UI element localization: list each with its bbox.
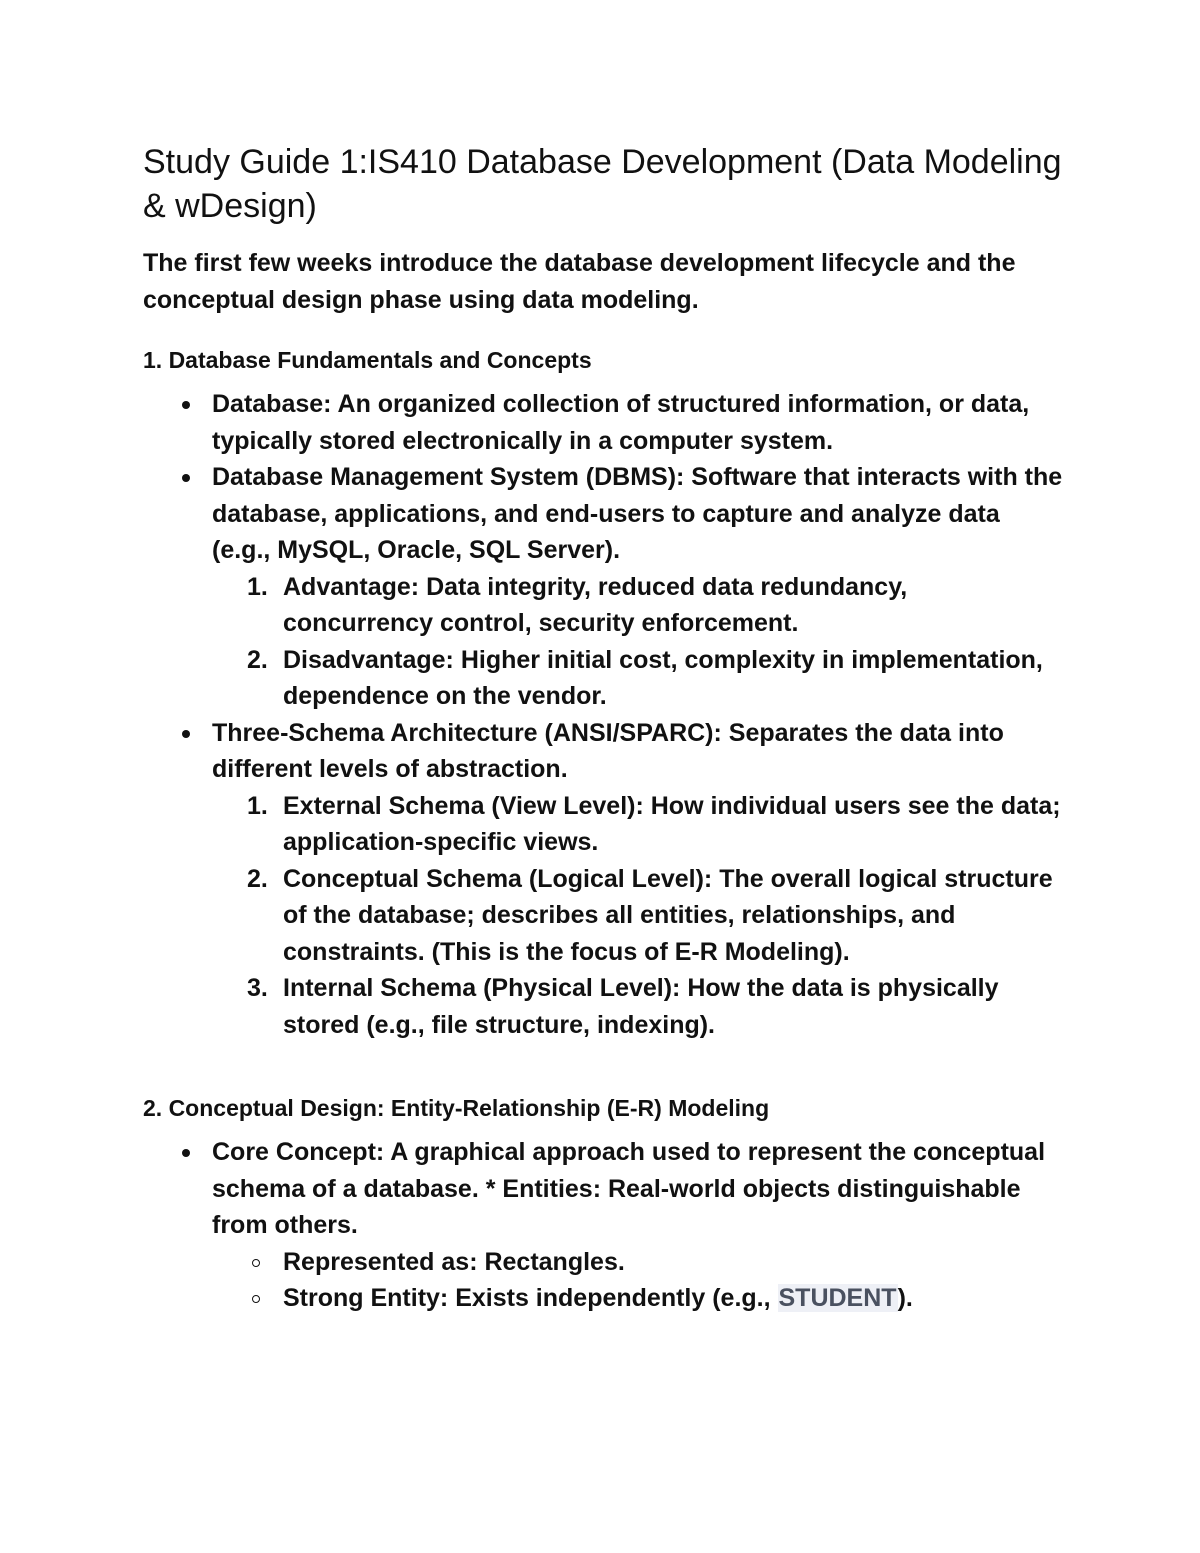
sublist-item-text: Disadvantage: Higher initial cost, complexity in implementation, dependence on the vendor. [283,645,1043,710]
document-title: Study Guide 1:IS410 Database Development (Data Modeling & wDesign) [143,143,1062,225]
sublist-item-internal-schema [143,970,1063,1043]
sublist-item-text: Internal Schema (Physical Level): How the data is physically stored (e.g., file structure, indexing). [283,974,999,1039]
list-item-database [143,386,1063,459]
sublist-item-text-after: ). [897,1284,913,1312]
sublist-item-external-schema [143,788,1063,861]
list-item-dbms [143,459,1063,715]
list-item-text: Database Management System (DBMS): Software that interacts with the database, applications, and end-users to capture and analyze data (e.g., MySQL, Oracle, SQL Server). [212,463,1063,564]
bullet-icon [182,730,190,738]
list-item-text: Three-Schema Architecture (ANSI/SPARC): Separates the data into different levels of abstraction. [212,718,1004,783]
sublist-item-text-before: Strong Entity: Exists independently (e.g., [283,1284,778,1312]
sublist-item-represented-as [143,1244,1063,1281]
section-1-heading: 1. Database Fundamentals and Concepts [143,347,592,373]
list-number: 2. [247,864,268,893]
intro-paragraph: The first few weeks introduce the database development lifecycle and the conceptual design phase using data modeling. [143,249,1016,314]
three-schema-sublist [212,788,1063,1044]
list-number: 3. [247,974,268,1002]
list-number: 2. [247,645,268,674]
sublist-item-text: Conceptual Schema (Logical Level): The overall logical structure of the database; describes all entities, relationships, and constraints. (This is the focus of E-R Modeling). [283,864,1053,966]
dbms-sublist [212,569,1063,715]
list-number: 1. [247,791,268,820]
sublist-item-text: Represented as: Rectangles. [283,1247,625,1276]
sublist-item-advantage [143,569,1063,642]
section-2-list [143,1134,1063,1317]
section-1-list [143,386,1063,1043]
circle-bullet-icon [252,1259,260,1267]
core-concept-sublist [212,1244,1063,1317]
highlighted-entity-name: STUDENT [778,1284,897,1312]
list-item-three-schema [143,715,1063,1044]
sublist-item-text: External Schema (View Level): How individual users see the data; application-specific views. [283,791,1061,856]
sublist-item-strong-entity [143,1280,1063,1317]
document-page [143,140,1063,1317]
bullet-icon [182,1149,190,1157]
sublist-item-text: Advantage: Data integrity, reduced data redundancy, concurrency control, security enforcement. [283,572,908,637]
list-item-text: Core Concept: A graphical approach used to represent the conceptual schema of a database. * Entities: Real-world objects distinguishable from others. [212,1138,1046,1239]
list-item-core-concept [143,1134,1063,1317]
circle-bullet-icon [252,1295,260,1303]
list-number: 1. [247,572,268,601]
sublist-item-conceptual-schema [143,861,1063,971]
sublist-item-disadvantage [143,642,1063,715]
section-2-heading: 2. Conceptual Design: Entity-Relationship (E-R) Modeling [143,1095,770,1121]
bullet-icon [182,401,190,409]
bullet-icon [182,474,190,482]
list-item-text: Database: An organized collection of structured information, or data, typically stored electronically in a computer system. [212,390,1030,455]
